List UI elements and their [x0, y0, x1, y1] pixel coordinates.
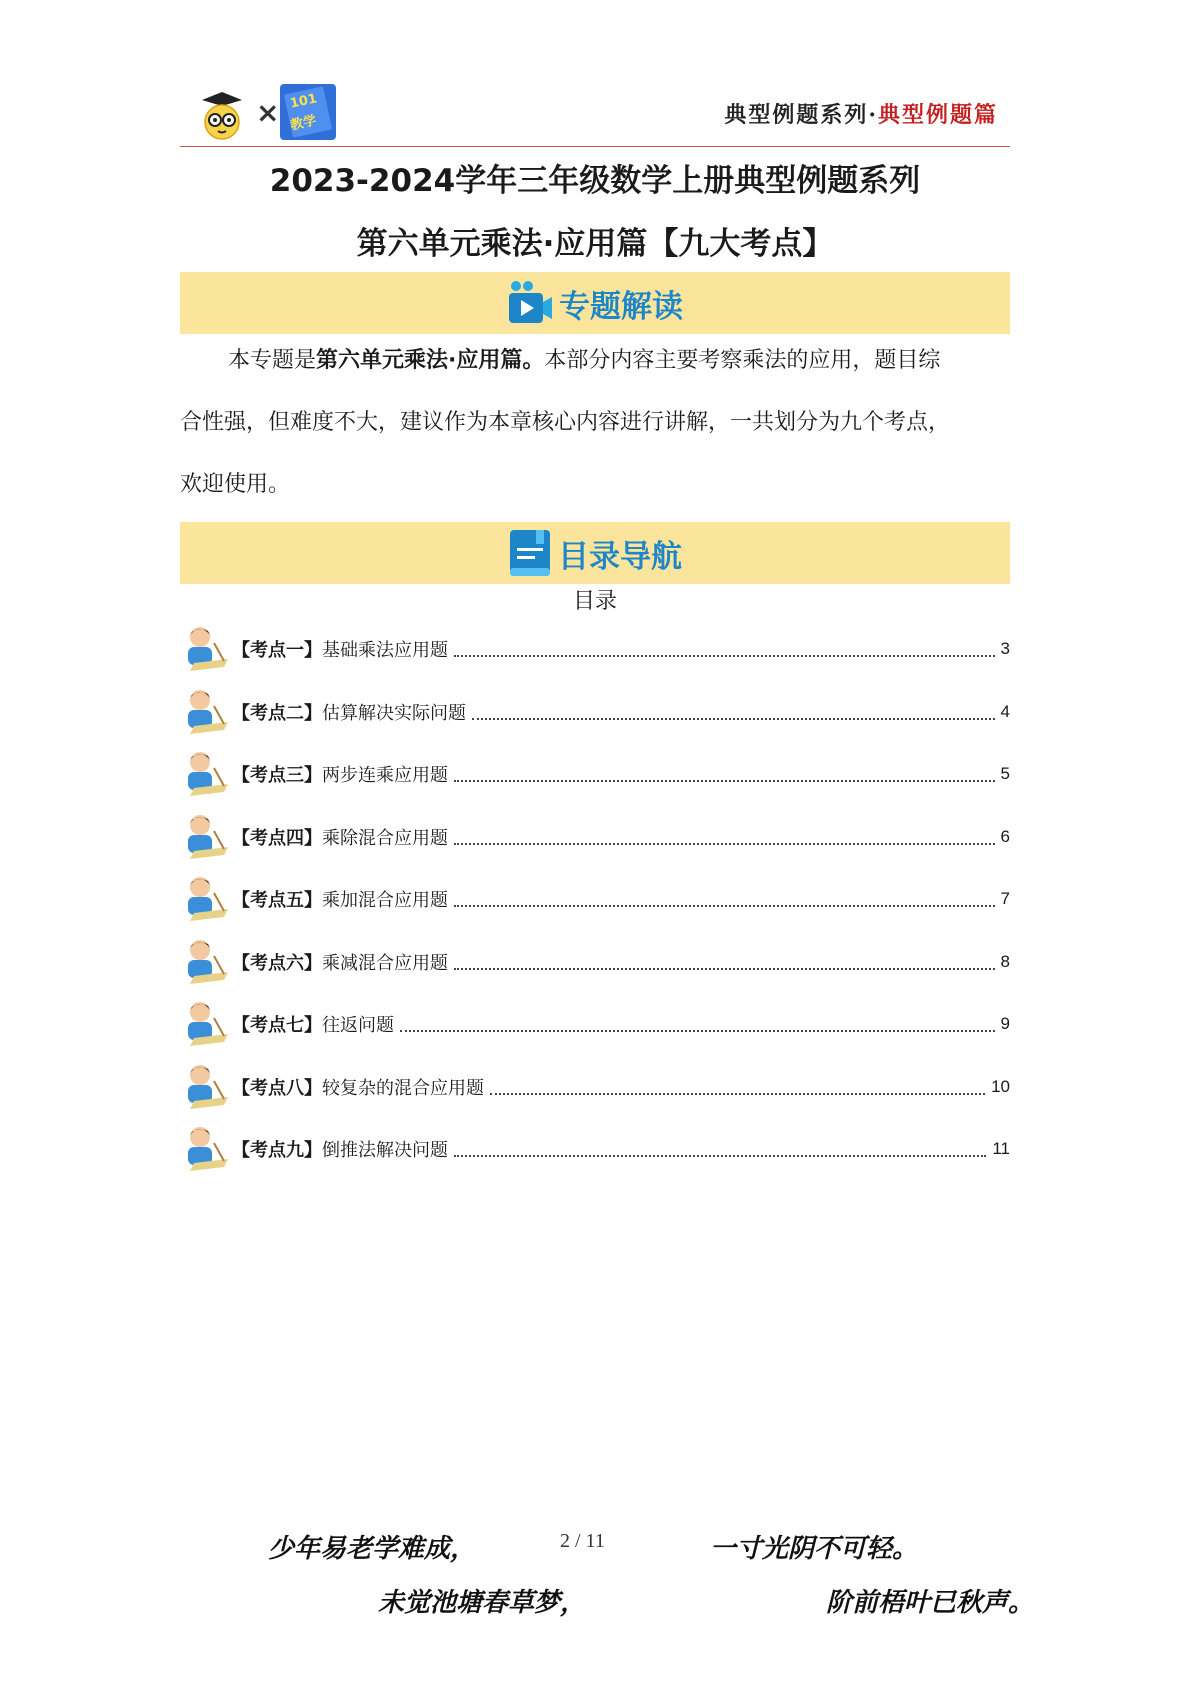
- toc-item-tag: 【考点一】: [232, 640, 322, 662]
- toc-item-tag: 【考点二】: [232, 702, 322, 724]
- 101-education-logo: [280, 84, 336, 140]
- toc-page-number: 3: [1000, 639, 1010, 659]
- intro-line-2: 合性强，但难度不大，建议作为本章核心内容进行讲解，一共划分为九个考点，: [180, 410, 951, 435]
- toc-item-title: 乘减混合应用题: [322, 952, 448, 974]
- student-avatar-icon: [180, 1061, 230, 1113]
- toc-item-label: [232, 886, 448, 912]
- toc-item-label: [232, 824, 448, 850]
- toc-item-tag: 【考点五】: [232, 890, 322, 912]
- toc-item-7[interactable]: [180, 993, 1010, 1056]
- toc-item-label: [232, 636, 448, 662]
- toc-item-label: [232, 1074, 484, 1100]
- toc-item-title: 两步连乘应用题: [322, 765, 448, 787]
- student-avatar-icon: [180, 811, 230, 863]
- toc-item-title: 基础乘法应用题: [322, 640, 448, 662]
- toc-page-number: 8: [1000, 951, 1010, 971]
- toc-item-5[interactable]: [180, 868, 1010, 931]
- toc-leader-dots: [400, 1020, 995, 1032]
- page-number: 2 / 11: [560, 1530, 605, 1552]
- intro-text-bold: 第六单元乘法·应用篇。: [316, 348, 545, 373]
- toc-item-9[interactable]: [180, 1118, 1010, 1181]
- intro-paragraph: [180, 330, 1010, 516]
- series-title-black: 典型例题系列·: [724, 102, 878, 128]
- student-avatar-icon: [180, 686, 230, 738]
- toc-item-title: 较复杂的混合应用题: [322, 1077, 484, 1099]
- toc-heading: 目录: [572, 589, 617, 614]
- student-avatar-icon: [180, 936, 230, 988]
- book-icon: [508, 528, 552, 578]
- poem-line-1-right: 一寸光阴不可轻。: [710, 1534, 919, 1564]
- toc-leader-dots: [454, 1145, 986, 1157]
- toc-item-label: [232, 1011, 394, 1037]
- toc-leader-dots: [454, 958, 995, 970]
- toc-page-number: 5: [1000, 764, 1010, 784]
- student-avatar-icon: [180, 873, 230, 925]
- document-title: 2023-2024学年三年级数学上册典型例题系列: [269, 163, 921, 199]
- section-banner-toc: [180, 522, 1010, 584]
- intro-text-1: 本专题是: [228, 348, 317, 373]
- toc-leader-dots: [454, 833, 995, 845]
- toc-page-number: 9: [1000, 1014, 1010, 1034]
- section-banner-topic: [180, 272, 1010, 334]
- toc-item-6[interactable]: [180, 931, 1010, 994]
- document-subtitle: 第六单元乘法·应用篇【九大考点】: [356, 226, 834, 262]
- toc-page-number: 10: [991, 1076, 1010, 1096]
- student-avatar-icon: [180, 1123, 230, 1175]
- intro-line-3: 欢迎使用。: [180, 472, 291, 497]
- toc-item-tag: 【考点八】: [232, 1077, 322, 1099]
- intro-line-1: [180, 330, 1010, 392]
- toc-item-label: [232, 949, 448, 975]
- logo-101-subtext: 教学: [289, 113, 318, 134]
- collab-times-sign: ×: [256, 96, 280, 129]
- student-avatar-icon: [180, 998, 230, 1050]
- toc-item-label: [232, 1136, 448, 1162]
- toc-page-number: 11: [992, 1139, 1010, 1159]
- toc-item-1[interactable]: [180, 618, 1010, 681]
- toc-page-number: 7: [1000, 889, 1010, 909]
- student-avatar-icon: [180, 748, 230, 800]
- toc-item-4[interactable]: [180, 806, 1010, 869]
- toc-leader-dots: [454, 895, 995, 907]
- toc-item-tag: 【考点七】: [232, 1015, 322, 1037]
- toc-item-8[interactable]: [180, 1056, 1010, 1119]
- toc-item-title: 乘加混合应用题: [322, 890, 448, 912]
- toc-item-title: 乘除混合应用题: [322, 827, 448, 849]
- section-title-toc: 目录导航: [558, 538, 682, 575]
- intro-text-2: 本部分内容主要考察乘法的应用，题目综: [544, 348, 941, 373]
- video-play-icon: [507, 280, 553, 326]
- toc-page-number: 4: [1000, 701, 1010, 721]
- toc-item-label: [232, 761, 448, 787]
- toc-item-tag: 【考点九】: [232, 1140, 322, 1162]
- toc-item-tag: 【考点四】: [232, 827, 322, 849]
- toc-leader-dots: [490, 1083, 985, 1095]
- toc-item-title: 估算解决实际问题: [322, 702, 466, 724]
- toc-item-tag: 【考点六】: [232, 952, 322, 974]
- toc-page-number: 6: [1000, 826, 1010, 846]
- toc-item-title: 倒推法解决问题: [322, 1140, 448, 1162]
- toc-item-tag: 【考点三】: [232, 765, 322, 787]
- table-of-contents: [180, 618, 1010, 1181]
- logo-101-text: 101: [288, 91, 319, 112]
- student-avatar-icon: [180, 623, 230, 675]
- toc-item-2[interactable]: [180, 681, 1010, 744]
- toc-item-label: [232, 699, 466, 725]
- toc-leader-dots: [472, 708, 995, 720]
- section-title-topic: 专题解读: [559, 288, 683, 325]
- series-title-red: 典型例题篇: [877, 102, 998, 128]
- page-header: [180, 82, 1010, 147]
- toc-leader-dots: [454, 645, 995, 657]
- series-title: [724, 98, 998, 129]
- toc-leader-dots: [454, 770, 995, 782]
- poem-line-2-left: 未觉池塘春草梦，: [378, 1588, 587, 1618]
- toc-item-3[interactable]: [180, 743, 1010, 806]
- owl-logo-icon: [198, 88, 246, 140]
- toc-item-title: 往返问题: [322, 1015, 394, 1037]
- poem-line-2-right: 阶前梧叶已秋声。: [826, 1588, 1035, 1618]
- poem-line-1-left: 少年易老学难成，: [268, 1534, 477, 1564]
